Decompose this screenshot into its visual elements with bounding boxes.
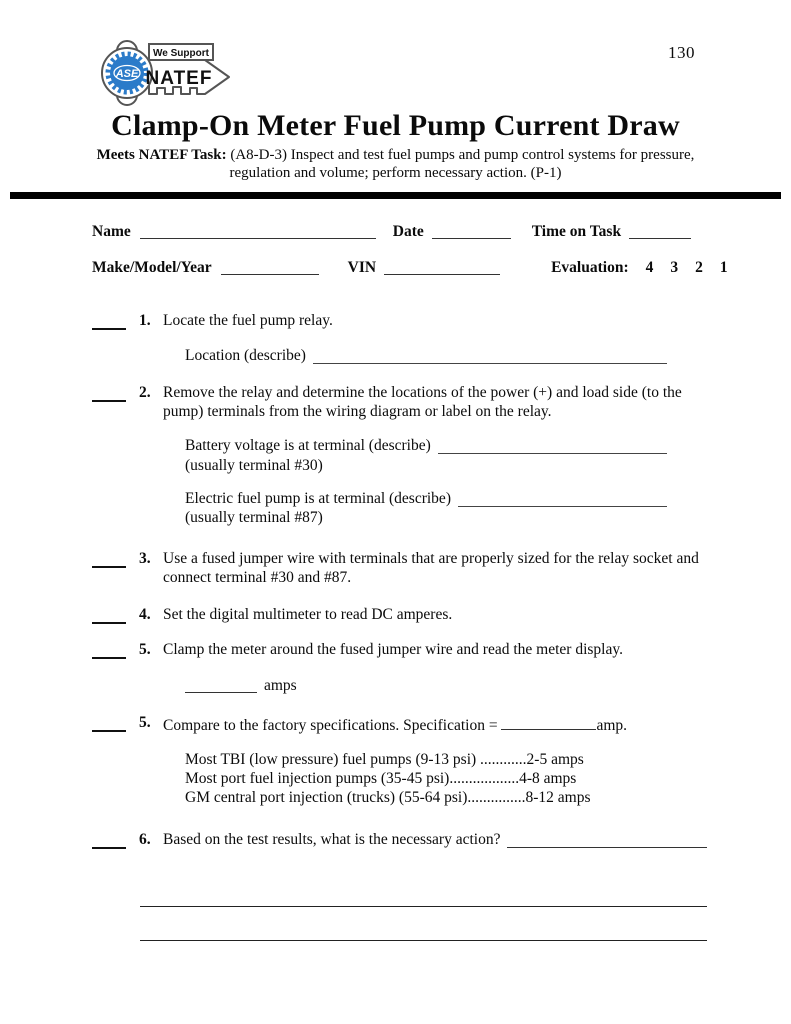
- ase-text: ASE: [115, 68, 139, 80]
- amps-reading-row: [185, 676, 667, 695]
- step-6-number: 6.: [139, 830, 151, 848]
- step-2-number: 2.: [139, 383, 151, 401]
- amps-unit-label: amps: [264, 677, 297, 695]
- evaluation-label: Evaluation:: [551, 259, 629, 277]
- location-label: Location (describe): [185, 347, 306, 365]
- step-4-number: 4.: [139, 605, 151, 623]
- specification-label: Compare to the factory specifications. Specification =: [163, 716, 498, 734]
- step-2-text: Remove the relay and determine the locations of the power (+) and load side (to the pump) terminals from the wiring diagram or label on the relay.: [163, 383, 682, 420]
- we-support-text: We Support: [153, 48, 209, 59]
- name-blank: [140, 222, 376, 239]
- make-model-year-label: Make/Model/Year: [92, 259, 212, 277]
- battery-terminal-label: Battery voltage is at terminal (describe): [185, 437, 431, 455]
- step-3-number: 3.: [139, 549, 151, 567]
- step-4-score-blank: [92, 605, 126, 624]
- specification-unit: amp.: [596, 716, 627, 734]
- page-number: 130: [668, 43, 695, 62]
- amps-blank: [185, 676, 257, 693]
- step-5-score-blank: [92, 640, 126, 659]
- fuel-pump-terminal-blank: [458, 489, 667, 507]
- step-5-text: Clamp the meter around the fused jumper wire and read the meter display.: [163, 640, 623, 658]
- natef-ase-logo: [93, 36, 233, 108]
- vin-blank: [384, 258, 500, 275]
- step-4-text: Set the digital multimeter to read DC amperes.: [163, 605, 453, 623]
- step-6: [92, 830, 707, 849]
- step-5: [92, 640, 707, 659]
- time-on-task-blank: [629, 222, 691, 239]
- spec-list: [185, 751, 707, 808]
- spec-gm-central-port: GM central port injection (trucks) (55-64 psi)...............8-12 amps: [185, 788, 591, 806]
- answer-line-1: [140, 906, 707, 907]
- step-4: [92, 605, 707, 624]
- fuel-pump-terminal-label: Electric fuel pump is at terminal (describe): [185, 490, 451, 507]
- key-logo-graphic: [93, 36, 233, 108]
- step-5b: [92, 713, 707, 735]
- step-6-text: Based on the test results, what is the necessary action?: [163, 830, 501, 848]
- evaluation-score-3: 3: [670, 259, 679, 277]
- date-label: Date: [392, 223, 424, 240]
- necessary-action-blank: [507, 830, 707, 848]
- field-row-1: [92, 222, 707, 241]
- evaluation-score-1: 1: [719, 259, 728, 277]
- vin-label: VIN: [347, 259, 377, 277]
- location-blank: [313, 346, 667, 364]
- name-label: Name: [92, 223, 131, 240]
- evaluation-score-2: 2: [695, 259, 703, 277]
- evaluation-score-4: 4: [645, 259, 654, 277]
- spec-tbi: Most TBI (low pressure) fuel pumps (9-13 psi) ............2-5 amps: [185, 751, 584, 768]
- step-3-text: Use a fused jumper wire with terminals that are properly sized for the relay socket and connect terminal #30 and #87.: [163, 549, 699, 587]
- answer-line-2: [140, 940, 707, 941]
- step-1-score-blank: [92, 311, 126, 330]
- terminal-30-note: (usually terminal #30): [185, 456, 323, 474]
- step-1-number: 1.: [139, 311, 151, 329]
- natef-task-statement: [96, 146, 696, 182]
- step-6-score-blank: [92, 830, 126, 849]
- make-model-year-blank: [221, 258, 319, 275]
- step-1-location-row: [185, 346, 667, 365]
- step-3: [92, 549, 707, 588]
- step-5b-score-blank: [92, 713, 126, 732]
- step-5b-text: [163, 713, 707, 735]
- natef-text: NATEF: [145, 68, 213, 89]
- step-list: [92, 311, 707, 941]
- battery-terminal-row: [185, 436, 667, 455]
- step-5b-number: 5.: [139, 713, 151, 731]
- step-2-score-blank: [92, 383, 126, 402]
- spec-port-injection: Most port fuel injection pumps (35-45 psi)..................4-8 amps: [185, 769, 577, 787]
- divider-rule: [10, 192, 781, 199]
- task-text: (A8-D-3) Inspect and test fuel pumps and pump control systems for pressure, regulation and volume; perform necessary action. (P-1): [229, 147, 695, 181]
- date-blank: [432, 222, 511, 239]
- page-title: Clamp-On Meter Fuel Pump Current Draw: [111, 109, 680, 142]
- step-6-text-row: [163, 830, 707, 849]
- field-row-2: [92, 258, 728, 277]
- fuel-pump-terminal-row: [185, 489, 667, 508]
- step-1: [92, 311, 707, 330]
- terminal-87-note: (usually terminal #87): [185, 509, 323, 527]
- specification-blank: [501, 713, 596, 730]
- task-label: Meets NATEF Task:: [96, 147, 227, 163]
- form-body: [0, 222, 791, 941]
- step-1-text: Locate the fuel pump relay.: [163, 311, 333, 329]
- step-3-score-blank: [92, 549, 126, 568]
- battery-terminal-blank: [438, 436, 667, 454]
- step-2: [92, 383, 707, 422]
- time-on-task-label: Time on Task: [531, 223, 622, 240]
- step-5-number: 5.: [139, 640, 151, 658]
